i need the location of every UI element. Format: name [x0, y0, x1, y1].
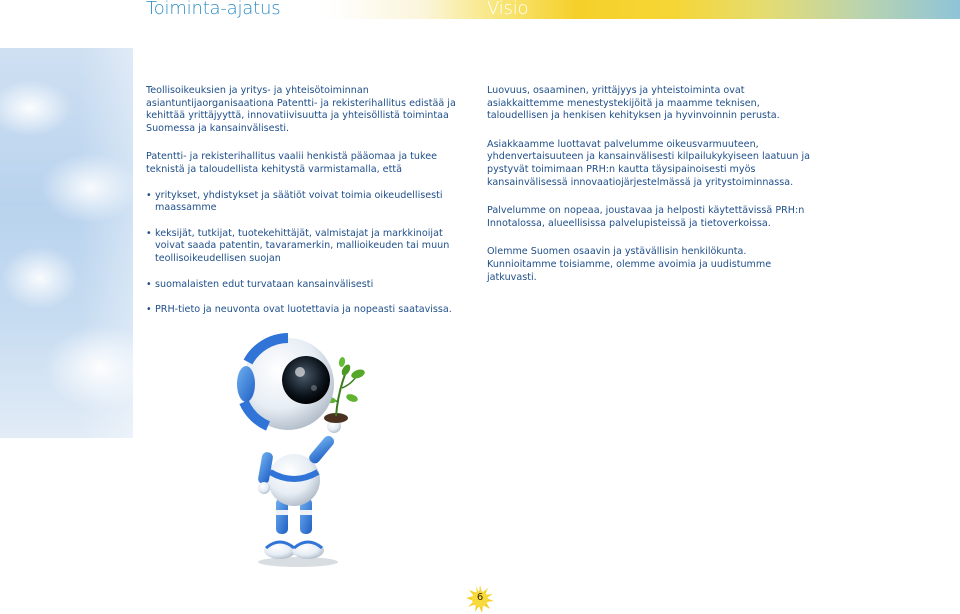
section-title-vision: Visio: [487, 0, 529, 19]
vision-paragraph: Olemme Suomen osaavin ja ystävällisin henkilökunta. Kunnioitamme toisiamme, olemme avoimia ja uudistumme jatkuvasti.: [487, 246, 772, 283]
vision-paragraph: Luovuus, osaaminen, yrittäjyys ja yhteistoiminta ovat asiakkaittemme menestystekijöitä ja maamme teknisen, taloudellisen ja henkisen kehityksen ja hyvinvoinnin perusta.: [487, 85, 780, 122]
robot-plant-icon: [230, 322, 380, 572]
robot-illustration: [230, 322, 380, 572]
section-title-mission: Toiminta-ajatus: [146, 0, 281, 19]
mission-bullet: • yritykset, yhdistykset ja säätiöt voivat toimia oikeudellisesti maassamme: [146, 190, 466, 215]
mission-bullet: • keksijät, tutkijat, tuotekehittäjät, valmistajat ja markkinoijat voivat saada patentin, tavaramerkin, mallioikeuden tai muun teollisoikeudellisen suojan: [146, 228, 466, 266]
vision-paragraph: Palvelumme on nopeaa, joustavaa ja helposti käytettävissä PRH:n Innotalossa, alueellisissa palvelupisteissä ja tietoverkoissa.: [487, 205, 805, 229]
page-number: 6: [476, 592, 484, 603]
mission-bullet: • suomalaisten edut turvataan kansainvälisesti: [146, 279, 466, 292]
vision-paragraph: Asiakkaamme luottavat palvelumme oikeusvarmuuteen, yhdenvertaisuuteen ja kansainvälisesti kilpailukykyiseen laatuun ja pystyvät toimimaan PRH:n kautta täysipainoisesti myös kansainvälisessä innovaatiojärjestelmässä ja yritystoiminnassa.: [487, 138, 811, 188]
header-band: [0, 0, 960, 19]
mission-lead: Patentti- ja rekisterihallitus vaalii henkistä pääomaa ja tukee teknistä ja taloudellista kehitystä varmistamalla, että: [146, 151, 438, 175]
sky-fade: [0, 48, 133, 438]
mission-bullet: • PRH-tieto ja neuvonta ovat luotettavia ja nopeasti saatavissa.: [146, 304, 466, 317]
mission-column: [146, 85, 466, 330]
mission-intro: Teollisoikeuksien ja yritys- ja yhteisötoiminnan asiantuntijaorganisaationa Patentti- ja rekisterihallitus edistää ja kehittää yrittäjyyttä, innovatiivisuutta ja yhteisöllistä toimintaa Suomessa ja kansainvälisesti.: [146, 85, 456, 134]
vision-column: [487, 85, 817, 300]
page-number-badge: [466, 585, 494, 613]
